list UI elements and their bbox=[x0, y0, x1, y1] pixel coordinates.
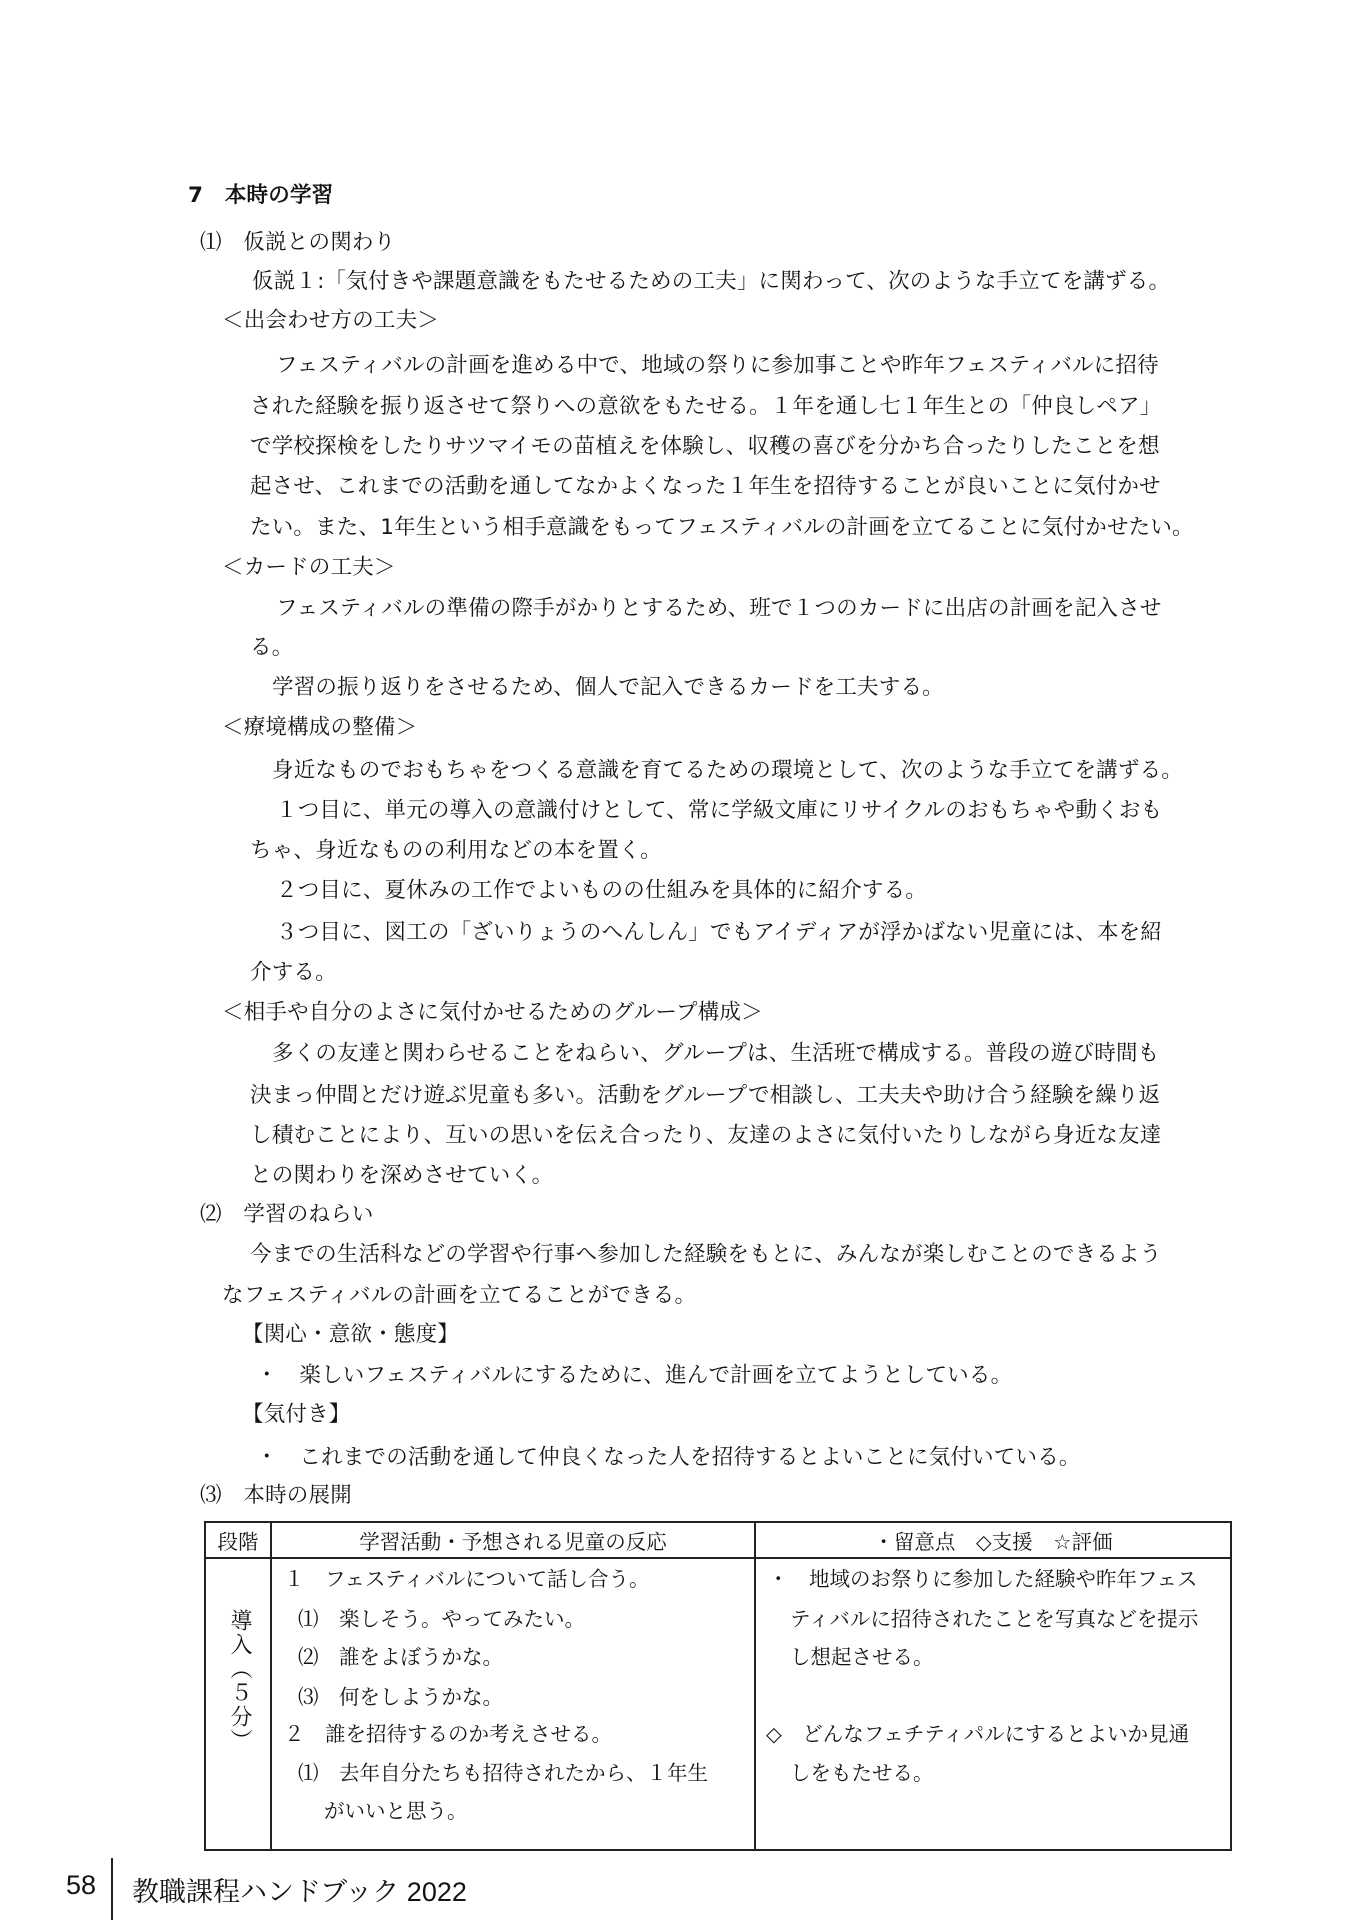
note-item: し想起させる。 bbox=[790, 1645, 934, 1669]
eval-item-awareness: ・ これまでの活動を通して仲良くなった人を招待するとよいことに気付いている。 bbox=[256, 1445, 1081, 1470]
footer-divider bbox=[111, 1858, 113, 1920]
lesson-development-table bbox=[204, 1521, 1232, 1851]
block1-line: で学校探検をしたりサツマイモの苗植えを体験し、収穫の喜びを分かち合ったりしたことを想 bbox=[250, 434, 1160, 459]
block1-line: フェスティバルの計画を進める中で、地域の祭りに参加事ことや昨年フェスティバルに招待 bbox=[276, 353, 1159, 378]
block2-line: 学習の振り返りをさせるため、個人で記入できるカードを工夫する。 bbox=[272, 675, 944, 700]
block3-line: 身近なものでおもちゃをつくる意識を育てるための環境として、次のような手立てを講ずる。 bbox=[272, 758, 1183, 783]
note-item: ◇ どんなフェチティパルにするとよいか見通 bbox=[766, 1722, 1190, 1746]
block4-line: 多くの友達と関わらせることをねらい、グループは、生活班で構成する。普段の遊び時間も bbox=[272, 1041, 1160, 1066]
header-stage: 段階 bbox=[205, 1522, 271, 1558]
block4-line: し積むことにより、互いの思いを伝え合ったり、友達のよさに気付いたりしながら身近な友達 bbox=[250, 1123, 1162, 1148]
subsection-2-heading: ⑵ 学習のねらい bbox=[200, 1202, 374, 1227]
stage-cell bbox=[205, 1558, 271, 1850]
block3-title: ＜療境構成の整備＞ bbox=[222, 715, 418, 740]
eval-item-interest: ・ 楽しいフェスティバルにするために、進んで計画を立てようとしている。 bbox=[256, 1363, 1013, 1388]
block2-title: ＜カードの工夫＞ bbox=[222, 555, 396, 580]
block3-line: 介する。 bbox=[250, 960, 337, 985]
stage-label: 導入（５分） bbox=[227, 1609, 252, 1753]
note-item: ティバルに招待されたことを写真などを提示 bbox=[790, 1607, 1199, 1631]
activity-item: がいいと思う。 bbox=[324, 1799, 468, 1823]
eval-category-interest: 【関心・意欲・態度】 bbox=[242, 1322, 460, 1347]
note-item: しをもたせる。 bbox=[790, 1761, 934, 1785]
activity-item: ⑴ 去年自分たちも招待されたから、１年生 bbox=[298, 1761, 708, 1785]
block2-line: フェスティバルの準備の際手がかりとするため、班で１つのカードに出店の計画を記入させ bbox=[276, 596, 1162, 621]
notes-cell bbox=[755, 1558, 1231, 1850]
activity-item: ２ 誰を招待するのか考えさせる。 bbox=[284, 1722, 612, 1746]
header-notes: ・留意点 ◇支援 ☆評価 bbox=[755, 1522, 1231, 1558]
subsection-1-heading: ⑴ 仮説との関わり bbox=[200, 230, 396, 255]
block1-line: された経験を振り返させて祭りへの意欲をもたせる。１年を通し七１年生との「仲良しペア」 bbox=[250, 394, 1162, 419]
block4-line: との関わりを深めさせていく。 bbox=[250, 1163, 554, 1188]
page-number: 58 bbox=[66, 1870, 97, 1900]
block1-line: たい。また、1年生という相手意識をもってフェスティバルの計画を立てることに気付かせたい。 bbox=[250, 515, 1194, 540]
section-heading: 7 本時の学習 bbox=[188, 183, 334, 208]
block3-line: １つ目に、単元の導入の意識付けとして、常に学級文庫にリサイクルのおもちゃや動くおも bbox=[276, 798, 1163, 823]
book-title: 教職課程ハンドブック 2022 bbox=[132, 1877, 467, 1907]
block2-line: る。 bbox=[250, 635, 294, 660]
table-row bbox=[205, 1558, 1231, 1850]
note-item: ・ 地域のお祭りに参加した経験や昨年フェス bbox=[768, 1567, 1198, 1591]
hypothesis-intro: 仮説１:「気付きや課題意識をもたせるための工夫」に関わって、次のような手立てを講ずる。 bbox=[252, 269, 1171, 294]
block1-title: ＜出会わせ方の工夫＞ bbox=[222, 308, 440, 333]
aim-line: なフェスティバルの計画を立てることができる。 bbox=[222, 1283, 697, 1308]
activity-item: ⑵ 誰をよぼうかな。 bbox=[298, 1645, 503, 1669]
activity-item: １ フェスティバルについて話し合う。 bbox=[284, 1567, 650, 1591]
block3-line: ２つ目に、夏休みの工作でよいものの仕組みを具体的に紹介する。 bbox=[276, 878, 928, 903]
block4-line: 決まっ仲間とだけ遊ぶ児童も多い。活動をグループで相談し、工夫夫や助け合う経験を繰り返 bbox=[250, 1083, 1161, 1108]
activities-cell bbox=[271, 1558, 755, 1850]
block1-line: 起させ、これまでの活動を通してなかよくなった１年生を招待することが良いことに気付かせ bbox=[250, 474, 1161, 499]
block4-title: ＜相手や自分のよさに気付かせるためのグループ構成＞ bbox=[222, 1000, 763, 1025]
header-activities: 学習活動・予想される児童の反応 bbox=[271, 1522, 755, 1558]
subsection-3-heading: ⑶ 本時の展開 bbox=[200, 1483, 352, 1508]
block3-line: ちゃ、身近なものの利用などの本を置く。 bbox=[250, 838, 662, 863]
aim-line: 今までの生活科などの学習や行事へ参加した経験をもとに、みんなが楽しむことのできるよう bbox=[250, 1242, 1162, 1267]
block3-line: ３つ目に、図工の「ざいりょうのへんしん」でもアイディアが浮かばない児童には、本を紹 bbox=[276, 920, 1163, 945]
activity-item: ⑴ 楽しそう。やってみたい。 bbox=[298, 1607, 585, 1631]
eval-category-awareness: 【気付き】 bbox=[242, 1402, 351, 1427]
activity-item: ⑶ 何をしようかな。 bbox=[298, 1685, 503, 1709]
table-header-row bbox=[205, 1522, 1231, 1558]
